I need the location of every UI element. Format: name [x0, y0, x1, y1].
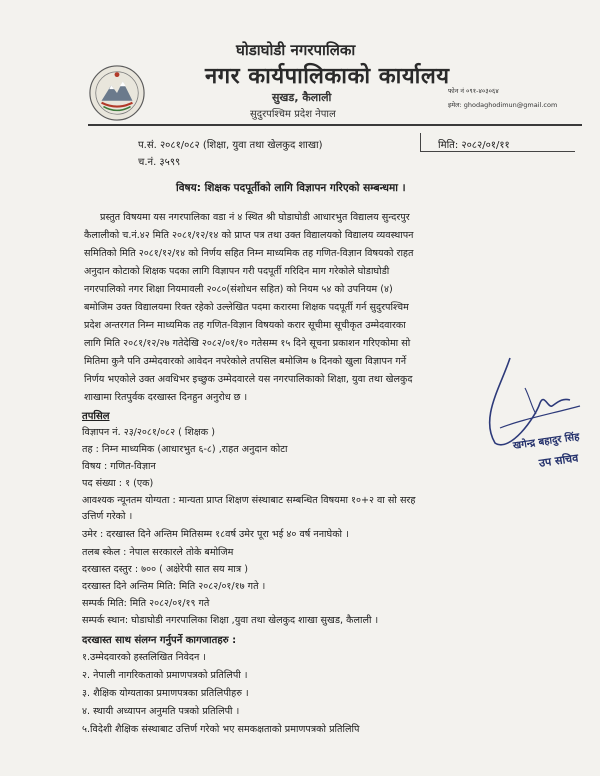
body-line: कैलालीको च.नं.४२ मिति २०८१/१२/१४ को प्राप्त पत्र तथा उक्त विद्यालयको विद्यालय व्यवस्थापन	[84, 230, 414, 241]
body-line: प्रदेश अन्तरगत निम्न माध्यमिक तह गणित-विज्ञान विषयको करार सूचीमा सूचीकृत उम्मेदवारका	[84, 320, 406, 331]
body-line: मितिमा कुनै पनि उम्मेदवारको आवेदन नपरेकोले तपसिल बमोजिम ७ दिनको खुला विज्ञापन गर्ने	[84, 356, 407, 367]
detail-item: पद संख्या : १ (एक)	[82, 478, 154, 489]
detail-item: उत्तिर्ण गरेको ।	[82, 511, 133, 522]
document-item: १.उम्मेदवारको हस्तलिखित निवेदन ।	[82, 652, 207, 663]
body-line: समितिको मिति २०८१/१२/१४ को निर्णय सहित निम्न माध्यमिक तह गणित-विज्ञान विषयको राहत	[84, 248, 414, 259]
body-line: बमोजिम उक्त विद्यालयमा रिक्त रहेको उल्लेखित पदमा करारमा शिक्षक पदपूर्ती गर्न सुदुरपश्चिम	[84, 302, 409, 313]
letterhead-divider	[88, 124, 582, 126]
detail-item: आवश्यक न्यूनतम योग्यता : मान्यता प्राप्त शिक्षण संस्थाबाट सम्बन्धित विषयमा १०+२ वा सो सरह	[82, 495, 416, 506]
detail-item: विज्ञापन नं. २३/२०८१/०८२ ( शिक्षक )	[82, 427, 215, 438]
dispatch-number: च.नं. ३५९९	[138, 157, 181, 168]
detail-item: तह : निम्न माध्यमिक (आधारभुत ६-८) ,राहत अनुदान कोटा	[82, 444, 288, 455]
phone-number: फोन नं ०९१-४०३०६४	[448, 87, 499, 95]
contact-place-item: सम्पर्क स्थान: घोडाघोडी नगरपालिका शिक्षा ,युवा तथा खेलकुद शाखा सुखड, कैलाली ।	[82, 615, 379, 626]
province-name: सुदुरपश्चिम प्रदेश नेपाल	[250, 109, 336, 120]
office-name: नगर कार्यपालिकाको कार्यालय	[205, 64, 450, 89]
office-place: सुखड, कैलाली	[272, 91, 332, 104]
detail-item: उमेर : दरखास्त दिने अन्तिम मितिसम्म १८वर्ष उमेर पूरा भई ४० वर्ष ननाघेको ।	[82, 529, 349, 540]
body-line: शाखामा रितपुर्वक दरखास्त दिनहुन अनुरोध छ ।	[84, 392, 248, 403]
body-line: प्रस्तुत विषयमा यस नगरपालिका वडा नं ४ स्थित श्री घोडाघोडी आधारभुत विद्यालय सुन्दरपुर	[100, 212, 410, 223]
letter-reference-number: प.सं. २०८१/०८२ (शिक्षा, युवा तथा खेलकुद शाखा)	[138, 140, 323, 151]
nepal-emblem-icon	[88, 64, 146, 122]
body-line: नगरपालिको नगर शिक्षा नियमावली २०८०(संशोधन सहित) को नियम ५४ को उपनियम (४)	[84, 284, 393, 295]
detail-item: तलब स्केल : नेपाल सरकारले तोके बमोजिम	[82, 547, 234, 558]
detail-item: दरखास्त दिने अन्तिम मिति: मिति २०८२/०१/१७ गते ।	[82, 581, 266, 592]
letter-subject: विषय: शिक्षक पदपूर्तीको लागि विज्ञापन गरिएको सम्बन्धमा ।	[176, 182, 406, 194]
signatory-title: उप सचिव	[538, 451, 580, 470]
document-item: ३. शैक्षिक योग्यताका प्रमाणपत्रका प्रतिलिपीहरु ।	[82, 688, 249, 699]
body-line: लागि मिति २०८१/१२/२७ गतेदेखि २०८२/०१/१० गतेसम्म १५ दिने सूचना प्रकाशन गरिएकोमा सो	[84, 338, 411, 349]
required-documents-heading: दरखास्त साथ संलग्न गर्नुपर्ने कागजातहरु :	[82, 635, 237, 646]
letter-date: मिति: २०८२/०१/११	[438, 140, 510, 151]
document-item: ५.विदेशी शैक्षिक संस्थाबाट उत्तिर्ण गरेको भए समकक्षताको प्रमाणपत्रको प्रतिलिपि	[82, 724, 360, 735]
body-line: अनुदान कोटाको शिक्षक पदका लागि विज्ञापन गरी पदपूर्ती गरिदिन माग गरेकोले घोडाघोडी	[84, 266, 390, 277]
document-item: ४. स्थायी अध्यापन अनुमति पत्रको प्रतिलिपी ।	[82, 706, 240, 717]
detail-item: विषय : गणित-विज्ञान	[82, 461, 156, 472]
signatory-name: खगेन्द्र बहादुर सिंह	[512, 431, 581, 452]
document-item: २. नेपाली नागरिकताको प्रमाणपत्रको प्रतिलिपी ।	[82, 670, 248, 681]
details-heading: तपसिल	[82, 411, 110, 422]
detail-item: दरखास्त दस्तुर : ७०० ( अक्षेरेपी सात सय मात्र )	[82, 564, 248, 575]
municipality-name: घोडाघोडी नगरपालिका	[236, 41, 356, 59]
detail-item: सम्पर्क मिति: मिति २०८२/०१/१९ गते	[82, 598, 210, 609]
body-line: निर्णय भएकोले उक्त अवधिभर इच्छुक उम्मेदवारले यस नगरपालिकाको शिक्षा, युवा तथा खेलकुद	[84, 374, 413, 385]
email-address: इमेल: ghodaghodimun@gmail.com	[448, 101, 558, 109]
